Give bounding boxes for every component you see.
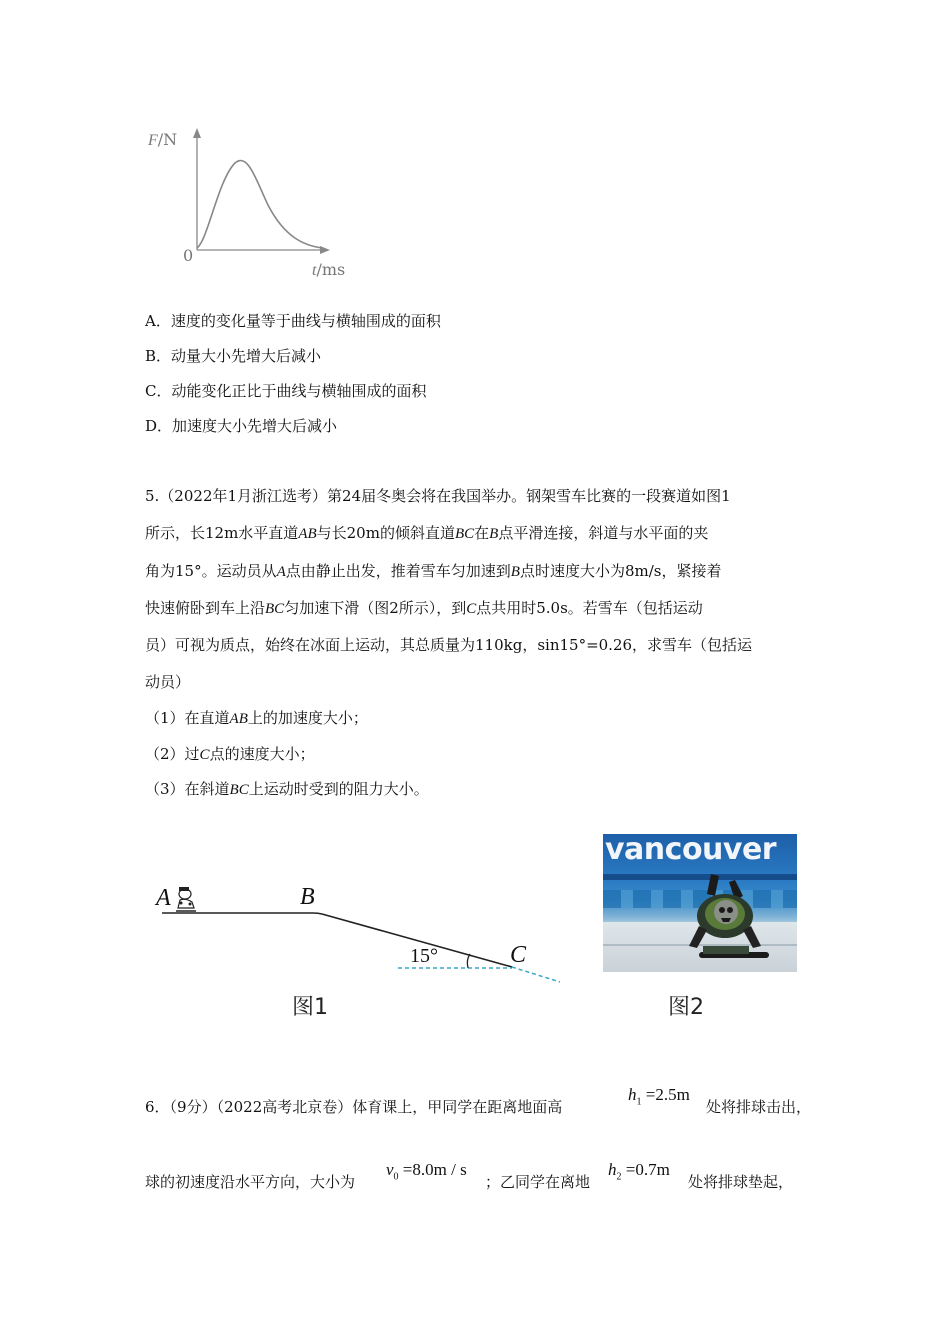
q5-subquestion-3: （3）在斜道BC上运动时受到的阻力大小。 [145, 780, 429, 798]
q5-line-2: 所示，长12m水平直道AB与长20m的倾斜直道BC在B点平滑连接，斜道与水平面的夹 [145, 524, 709, 542]
point-c-label: C [510, 942, 527, 968]
q5-line-4: 快速俯卧到车上沿BC匀加速下滑（图2所示），到C点共用时5.0s。若雪车（包括运动 [145, 599, 703, 617]
h2-formula: $h_2 =0.7m$ [608, 1160, 670, 1183]
track-diagram [150, 870, 570, 990]
q6-line-1-text: 6．（9分）（2022高考北京卷）体育课上，甲同学在距离地面高 [145, 1098, 563, 1116]
origin-label: 0 [183, 246, 194, 265]
q5-subquestion-1: （1）在直道AB上的加速度大小； [145, 709, 368, 727]
option-c: C．动能变化正比于曲线与横轴围成的面积 [145, 382, 427, 400]
q5-line-1: 5.（2022年1月浙江选考）第24届冬奥会将在我国举办。钢架雪车比赛的一段赛道如图1 [145, 487, 731, 505]
option-b: B．动量大小先增大后减小 [145, 347, 322, 365]
q6-line-2-mid: ；乙同学在离地 [485, 1173, 591, 1191]
option-d: D．加速度大小先增大后减小 [145, 417, 338, 435]
x-axis-label: t/ms [312, 260, 346, 279]
skeleton-sled-photo [603, 834, 797, 972]
figure-2-caption: 图2 [668, 995, 704, 1020]
point-b-label: B [300, 884, 315, 910]
q6-line-2-text: 球的初速度沿水平方向，大小为 [145, 1173, 356, 1191]
athlete-figure [603, 834, 797, 972]
angle-arc [467, 954, 470, 968]
q6-line-2-end: 处将排球垫起， [688, 1173, 794, 1191]
sled-rider-icon [176, 887, 196, 911]
q6-line-1-end: 处将排球击出， [706, 1098, 812, 1116]
option-a: A．速度的变化量等于曲线与横轴围成的面积 [145, 312, 441, 330]
y-axis-arrow-icon [193, 128, 201, 138]
figure-1-caption: 图1 [292, 995, 328, 1020]
q5-subquestion-2: （2）过C点的速度大小； [145, 745, 315, 763]
point-a-label: A [156, 885, 171, 911]
y-axis-label: F/N [148, 130, 178, 149]
q5-line-5: 员）可视为质点，始终在冰面上运动，其总质量为110kg，sin15°=0.26，求雪车（包括运 [145, 636, 753, 654]
vancouver-banner-text: vancouver [605, 834, 777, 867]
q5-line-3: 角为15°。运动员从A点由静止出发，推着雪车匀加速到B点时速度大小为8m/s，紧接着 [145, 562, 722, 580]
force-curve [197, 161, 323, 248]
track-curve-b [313, 913, 322, 914]
slope-extension-dashed [512, 967, 560, 982]
v0-formula: $v_0 =8.0m / s$ [386, 1160, 467, 1183]
q5-line-6: 动员） [145, 673, 191, 691]
h1-formula: $h_1 =2.5m$ [628, 1085, 690, 1108]
angle-label: 15° [410, 945, 438, 967]
